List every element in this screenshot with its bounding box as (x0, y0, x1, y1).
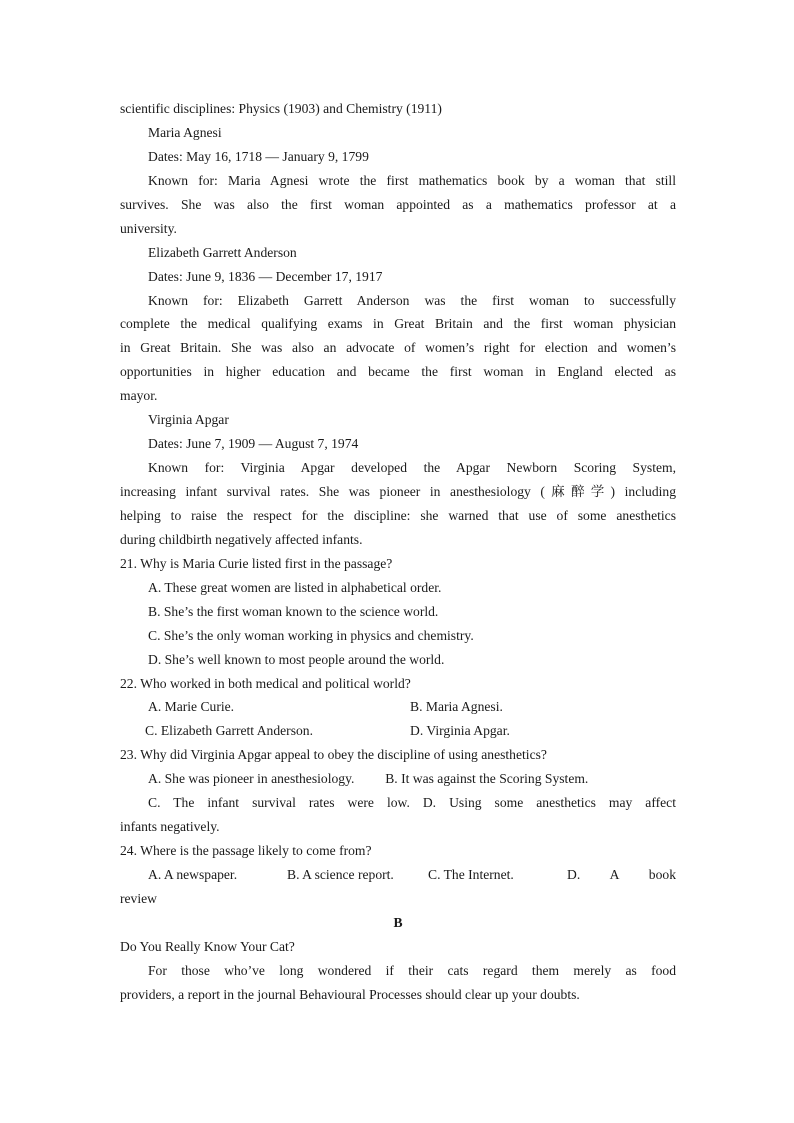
text-line: increasing infant survival rates. She was pioneer in anesthesiology (麻醉学) including (120, 484, 676, 499)
question-24: 24. Where is the passage likely to come from? (120, 843, 372, 859)
option-c: C. Elizabeth Garrett Anderson. (145, 723, 313, 739)
option-a: A. A newspaper. (148, 867, 238, 882)
option-a: A. She was pioneer in anesthesiology. (148, 771, 355, 787)
text-line: infants negatively. (120, 819, 220, 835)
text-line: survives. She was also the first woman appointed as a mathematics professor at a (120, 196, 676, 212)
option-row (120, 767, 676, 791)
document-page (120, 97, 676, 1007)
option-d: D. She’s well known to most people around the world. (148, 651, 445, 667)
option-b: B. Maria Agnesi. (410, 699, 503, 715)
article-title: Do You Really Know Your Cat? (120, 938, 295, 954)
option-b: B. A science report. (287, 867, 394, 882)
option-row (120, 695, 676, 719)
text-line: opportunities in higher education and became the first woman in England elected as (120, 364, 676, 380)
option-a: A. Marie Curie. (148, 699, 235, 715)
option-d: D. Virginia Apgar. (410, 723, 510, 739)
person-dates: Dates: June 7, 1909 — August 7, 1974 (148, 436, 359, 452)
text-line: complete the medical qualifying exams in Great Britain and the first woman physician (120, 316, 676, 332)
section-heading: B (393, 914, 403, 930)
text-line: mayor. (120, 388, 158, 404)
text-line: scientific disciplines: Physics (1903) and Chemistry (1911) (120, 101, 442, 116)
person-dates: Dates: May 16, 1718 — January 9, 1799 (148, 148, 369, 164)
text-line: Known for: Maria Agnesi wrote the first mathematics book by a woman that still (148, 172, 676, 188)
question-22: 22. Who worked in both medical and political world? (120, 675, 411, 691)
text-line: during childbirth negatively affected infants. (120, 531, 363, 547)
text-line: university. (120, 220, 177, 236)
text-line: helping to raise the respect for the discipline: she warned that use of some anesthetics (120, 507, 676, 523)
option-b: B. She’s the first woman known to the science world. (148, 603, 439, 619)
person-name: Virginia Apgar (148, 412, 229, 428)
option-b: B. It was against the Scoring System. (385, 771, 589, 787)
option-c: C. The Internet. (428, 867, 514, 882)
text-line: review (120, 890, 157, 906)
text-line: For those who’ve long wondered if their cats regard them merely as food (148, 962, 676, 978)
text-line: providers, a report in the journal Behavioural Processes should clear up your doubts. (120, 986, 580, 1002)
text-line: Known for: Virginia Apgar developed the Apgar Newborn Scoring System, (148, 460, 676, 476)
option-c: C. She’s the only woman working in physics and chemistry. (148, 627, 474, 643)
person-dates: Dates: June 9, 1836 — December 17, 1917 (148, 268, 383, 284)
option-row: C. The infant survival rates were low. D. Using some anesthetics may affect (148, 795, 676, 811)
text-line: in Great Britain. She was also an advocate of women’s right for election and women’s (120, 340, 676, 356)
question-21: 21. Why is Maria Curie listed first in the passage? (120, 555, 393, 571)
person-name: Maria Agnesi (148, 124, 222, 140)
option-row (120, 863, 676, 887)
question-23: 23. Why did Virginia Apgar appeal to obey the discipline of using anesthetics? (120, 747, 547, 763)
option-d: D. A book (567, 867, 676, 882)
option-row (120, 719, 676, 743)
option-a: A. These great women are listed in alphabetical order. (148, 579, 442, 595)
text-line: Known for: Elizabeth Garrett Anderson was the first woman to successfully (148, 292, 676, 308)
person-name: Elizabeth Garrett Anderson (148, 244, 297, 260)
